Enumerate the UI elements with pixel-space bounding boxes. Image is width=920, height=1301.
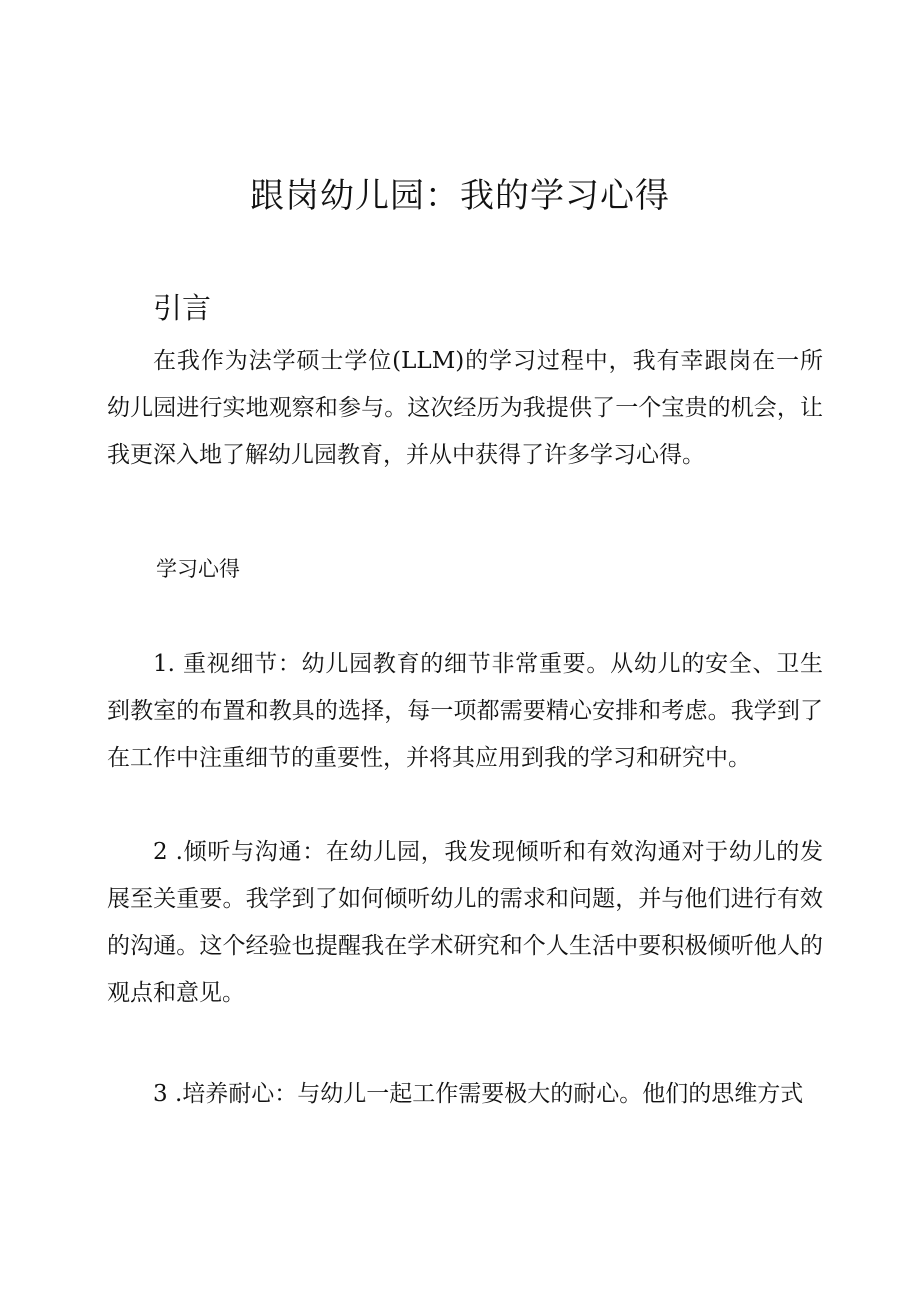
intro-heading: 引言 <box>153 291 212 325</box>
section-heading: 学习心得 <box>156 557 240 581</box>
list-item: 2 .倾听与沟通：在幼儿园，我发现倾听和有效沟通对于幼儿的发展至关重要。我学到了如何倾听幼儿的需求和问题，并与他们进行有效的沟通。这个经验也提醒我在学术研究和个人生活中要积极倾听他人的观点和意见。 <box>107 839 823 1006</box>
intro-paragraph: 在我作为法学硕士学位(LLM)的学习过程中，我有幸跟岗在一所幼儿园进行实地观察和参与。这次经历为我提供了一个宝贵的机会，让我更深入地了解幼儿园教育，并从中获得了许多学习心得。 <box>107 348 823 468</box>
document-title: 跟岗幼儿园：我的学习心得 <box>250 176 670 216</box>
list-item: 1. 重视细节：幼儿园教育的细节非常重要。从幼儿的安全、卫生到教室的布置和教具的选择，每一项都需要精心安排和考虑。我学到了在工作中注重细节的重要性，并将其应用到我的学习和研究中。 <box>107 651 823 771</box>
list-item: 3 .培养耐心：与幼儿一起工作需要极大的耐心。他们的思维方式 <box>153 1081 804 1107</box>
